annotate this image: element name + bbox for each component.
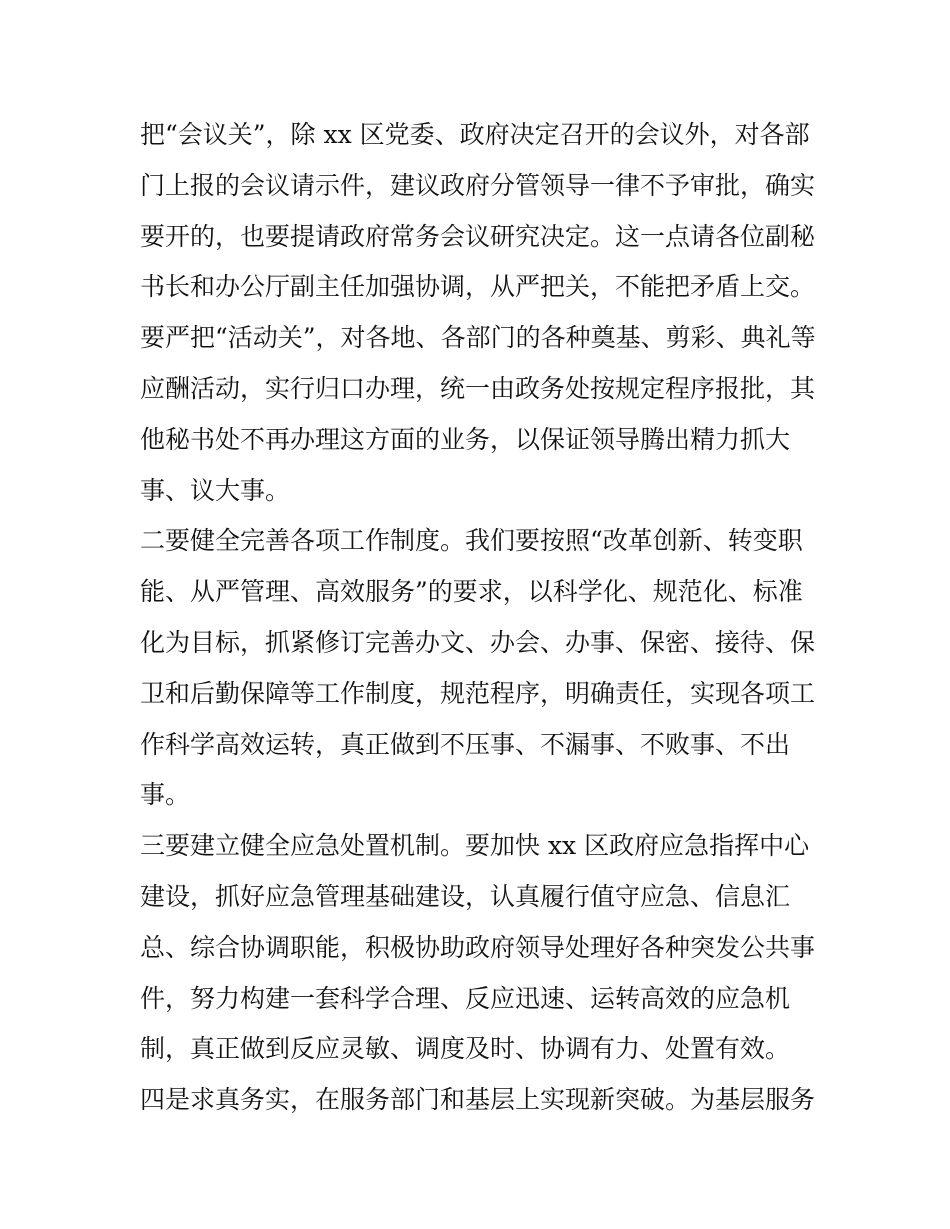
text-line: 把“会议关”，除 xx 区党委、政府决定召开的会议外，对各部 [140,120,810,149]
text-line: 件，努力构建一套科学合理、反应迅速、运转高效的应急机 [140,983,791,1013]
text-line: 事、议大事。 [140,475,291,505]
text-line: 应酬活动，实行归口办理，统一由政务处按规定程序报批，其 [140,373,816,403]
text-line: 要开的，也要提请政府常务会议研究决定。这一点请各位副秘 [140,221,816,251]
text-line: 门上报的会议请示件，建议政府分管领导一律不予审批，确实 [140,170,816,200]
text-line: 卫和后勤保障等工作制度，规范程序，明确责任，实现各项工 [140,678,816,708]
text-line: 二要健全完善各项工作制度。我们要按照“改革创新、转变职 [140,526,803,556]
text-line: 事。 [140,780,191,810]
text-line: 作科学高效运转，真正做到不压事、不漏事、不败事、不出 [140,729,791,759]
text-line: 书长和办公厅副主任加强协调，从严把关，不能把矛盾上交。 [140,272,816,302]
text-line: 总、综合协调职能，积极协助政府领导处理好各种突发公共事 [140,932,816,962]
text-line: 四是求真务实，在服务部门和基层上实现新突破。为基层服务 [140,1085,816,1115]
body-text [140,110,820,1126]
text-line: 要严把“活动关”，对各地、各部门的各种奠基、剪彩、典礼等 [140,323,816,353]
text-line: 三要建立健全应急处置机制。要加快 xx 区政府应急指挥中心 [140,831,810,861]
text-line: 能、从严管理、高效服务”的要求，以科学化、规范化、标准 [140,577,803,607]
text-line: 建设，抓好应急管理基础建设，认真履行值守应急、信息汇 [140,881,791,911]
text-line: 他秘书处不再办理这方面的业务，以保证领导腾出精力抓大 [140,424,791,454]
text-line: 制，真正做到反应灵敏、调度及时、协调有力、处置有效。 [140,1034,791,1064]
text-line: 化为目标，抓紧修订完善办文、办会、办事、保密、接待、保 [140,627,816,657]
